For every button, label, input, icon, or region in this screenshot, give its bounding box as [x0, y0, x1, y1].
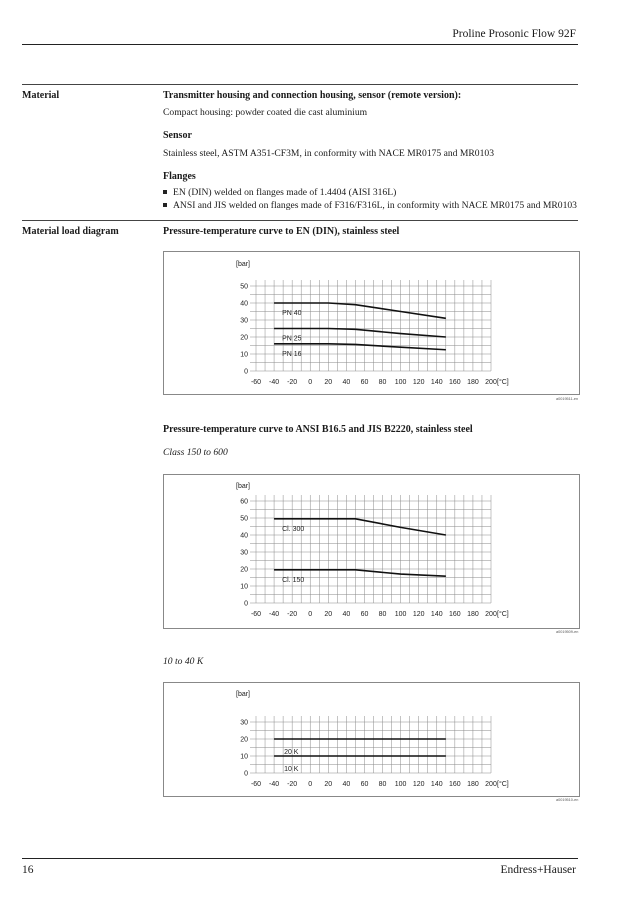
x-tick-label: -20 [287, 781, 298, 788]
flanges-item [163, 187, 396, 198]
x-tick-label: 200 [485, 611, 497, 618]
x-tick-label: 180 [467, 379, 479, 386]
x-tick-label: 40 [342, 611, 351, 618]
en-pressure-chart-svg [164, 252, 579, 394]
y-axis-label: [bar] [236, 483, 251, 490]
flanges-item-text: EN (DIN) welded on flanges made of 1.4404 (AISI 316L) [173, 187, 397, 198]
x-tick-label: 180 [467, 611, 479, 618]
x-tick-label: -20 [287, 611, 298, 618]
y-tick-label: 20 [240, 736, 248, 744]
x-tick-label: -60 [250, 379, 262, 386]
housing-text: Compact housing: powder coated die cast aluminium [163, 107, 368, 118]
ansi-class-chart [163, 474, 580, 629]
x-tick-label: 100 [394, 611, 407, 618]
jis-subtitle: 10 to 40 K [163, 656, 204, 667]
y-tick-label: 30 [240, 317, 248, 325]
y-tick-label: 40 [240, 532, 248, 540]
y-tick-label: 0 [244, 770, 248, 778]
x-tick-label: 140 [430, 379, 443, 386]
x-tick-label: 100 [394, 781, 407, 788]
y-tick-label: 50 [240, 283, 248, 291]
x-tick-label: 40 [342, 379, 351, 386]
x-tick-label: 0 [308, 379, 313, 386]
x-tick-label: 40 [342, 781, 351, 788]
x-tick-label: 80 [378, 379, 387, 386]
x-tick-label: 200 [485, 781, 497, 788]
page-number: 16 [22, 864, 34, 876]
x-tick-label: -40 [269, 781, 280, 788]
x-tick-label: 120 [412, 611, 425, 618]
y-tick-label: 10 [240, 583, 248, 591]
x-tick-label: 0 [308, 781, 313, 788]
chart-code: a0019509-en [556, 630, 579, 634]
y-tick-label: 10 [240, 351, 248, 359]
x-tick-label: 100 [394, 379, 407, 386]
x-tick-label: -60 [250, 781, 262, 788]
x-axis-label: [°C] [497, 781, 509, 788]
ansi-class-subtitle: Class 150 to 600 [163, 447, 228, 458]
series-label: Cl. 300 [282, 525, 305, 533]
section-label-load-diagram: Material load diagram [22, 226, 119, 237]
x-axis-label: [°C] [497, 611, 509, 618]
ansi-chart-heading: Pressure-temperature curve to ANSI B16.5 and JIS B2220, stainless steel [163, 424, 473, 435]
series-line [274, 570, 446, 576]
x-tick-label: 80 [378, 781, 387, 788]
y-tick-label: 20 [240, 566, 248, 574]
x-tick-label: 180 [467, 781, 479, 788]
series-label: PN 40 [282, 310, 302, 317]
x-tick-label: 80 [378, 611, 387, 618]
x-tick-label: 120 [412, 781, 425, 788]
x-tick-label: 160 [449, 781, 461, 788]
x-tick-label: -40 [269, 379, 280, 386]
series-label: 10 K [284, 766, 299, 773]
x-axis-label: [°C] [497, 379, 509, 386]
chart-code: a0019510-en [556, 798, 579, 802]
sensor-text: Stainless steel, ASTM A351-CF3M, in conformity with NACE MR0175 and MR0103 [163, 148, 494, 159]
y-tick-label: 60 [240, 498, 248, 506]
document-title: Proline Prosonic Flow 92F [452, 28, 576, 40]
flanges-item [163, 200, 577, 211]
x-tick-label: 60 [360, 781, 369, 788]
flanges-item-text: ANSI and JIS welded on flanges made of F316/F316L, in conformity with NACE MR0175 and MR0103 [173, 200, 577, 211]
en-pressure-chart [163, 251, 580, 395]
section-label-material: Material [22, 90, 60, 101]
x-tick-label: 140 [430, 781, 443, 788]
x-tick-label: 60 [360, 611, 369, 618]
y-tick-label: 10 [240, 753, 248, 761]
bullet-square-icon [163, 190, 167, 194]
y-axis-label: [bar] [236, 261, 251, 268]
y-tick-label: 30 [240, 719, 248, 727]
en-chart-heading: Pressure-temperature curve to EN (DIN), stainless steel [163, 226, 400, 237]
series-label: 20 K [284, 749, 299, 756]
x-tick-label: -60 [250, 611, 262, 618]
footer-rule [22, 858, 578, 859]
flanges-heading: Flanges [163, 171, 196, 182]
series-label: Cl. 150 [282, 576, 305, 584]
jis-chart-svg [164, 683, 579, 796]
ansi-class-chart-svg [164, 475, 579, 628]
x-tick-label: -20 [287, 379, 298, 386]
x-tick-label: 160 [449, 611, 461, 618]
sensor-heading: Sensor [163, 130, 192, 141]
header-rule [22, 44, 578, 45]
x-tick-label: 20 [324, 781, 333, 788]
x-tick-label: 0 [308, 611, 313, 618]
series-label: PN 25 [282, 335, 302, 343]
jis-chart [163, 682, 580, 797]
x-tick-label: 20 [324, 611, 333, 618]
y-tick-label: 0 [244, 600, 248, 608]
x-tick-label: 60 [360, 379, 369, 386]
bullet-square-icon [163, 203, 167, 207]
x-tick-label: -40 [269, 611, 280, 618]
x-tick-label: 160 [449, 379, 461, 386]
section-divider [22, 84, 578, 85]
x-tick-label: 140 [430, 611, 443, 618]
y-tick-label: 50 [240, 515, 248, 523]
y-tick-label: 40 [240, 300, 248, 308]
y-axis-label: [bar] [236, 691, 251, 698]
y-tick-label: 20 [240, 334, 248, 342]
housing-heading: Transmitter housing and connection housing, sensor (remote version): [163, 90, 462, 101]
x-tick-label: 200 [485, 379, 497, 386]
x-tick-label: 20 [324, 379, 333, 386]
series-line [274, 344, 446, 350]
y-tick-label: 0 [244, 368, 248, 376]
y-tick-label: 30 [240, 549, 248, 557]
series-label: PN 16 [282, 350, 302, 358]
brand-name: Endress+Hauser [500, 864, 576, 876]
chart-code: a0019511-en [556, 397, 579, 401]
section-divider [22, 220, 578, 221]
x-tick-label: 120 [412, 379, 425, 386]
